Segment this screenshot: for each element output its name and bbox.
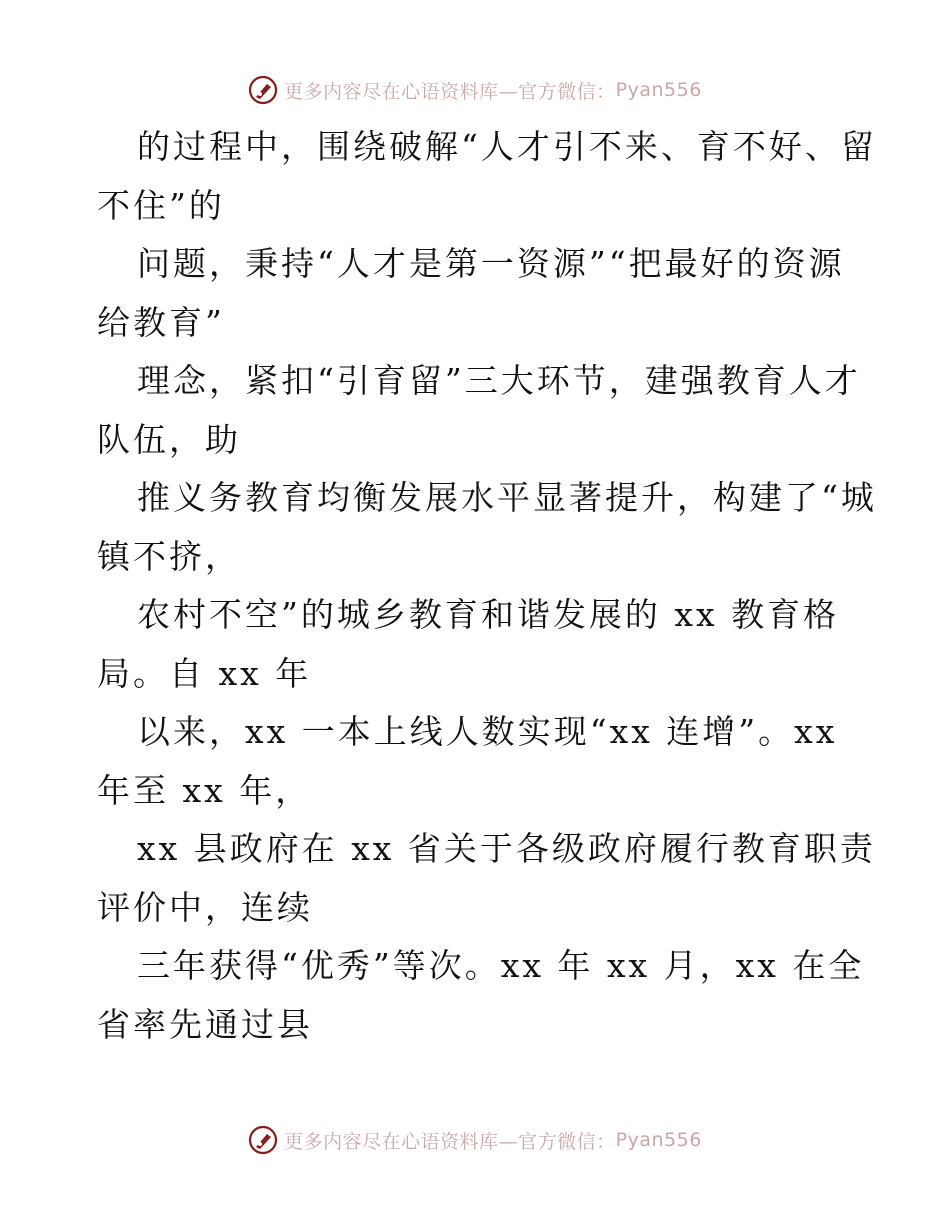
- text-line: 省率先通过县: [97, 1004, 313, 1044]
- text-line: 理念，紧扣“引育留”三大环节，建强教育人才: [137, 361, 861, 400]
- text-line: 问题，秉持“人才是第一资源”“把最好的资源: [137, 244, 845, 283]
- text-line: 给教育”: [97, 302, 225, 342]
- text-line: 推义务教育均衡发展水平显著提升，构建了“城: [137, 478, 877, 517]
- watermark-text: 更多内容尽在心语资料库—官方微信：: [284, 1130, 616, 1153]
- header-watermark: [0, 72, 950, 108]
- watermark-wechat-id: Pyan556: [615, 79, 702, 101]
- text-line: 局。自 xx 年: [97, 653, 312, 693]
- text-line: xx 县政府在 xx 省关于各级政府履行教育职责: [137, 829, 876, 868]
- text-line: 队伍，助: [97, 419, 241, 459]
- text-line: 年至 xx 年，: [97, 770, 312, 810]
- text-line: 评价中，连续: [97, 887, 313, 927]
- text-line: 的过程中，围绕破解“人才引不来、育不好、留: [137, 127, 877, 166]
- text-line: 农村不空”的城乡教育和谐发展的 xx 教育格: [137, 595, 840, 634]
- text-line: 三年获得“优秀”等次。xx 年 xx 月，xx 在全: [137, 946, 865, 985]
- watermark-wechat-id: Pyan556: [615, 1129, 702, 1151]
- text-line: 以来，xx 一本上线人数实现“xx 连增”。xx: [137, 712, 838, 751]
- pen-nib-icon: [248, 1125, 278, 1155]
- text-line: 镇不挤，: [97, 536, 241, 576]
- watermark-text: 更多内容尽在心语资料库—官方微信：: [284, 80, 616, 103]
- document-body: [97, 118, 877, 1054]
- pen-nib-icon: [248, 75, 278, 105]
- footer-watermark: [0, 1122, 950, 1158]
- text-line: 不住”的: [97, 185, 225, 225]
